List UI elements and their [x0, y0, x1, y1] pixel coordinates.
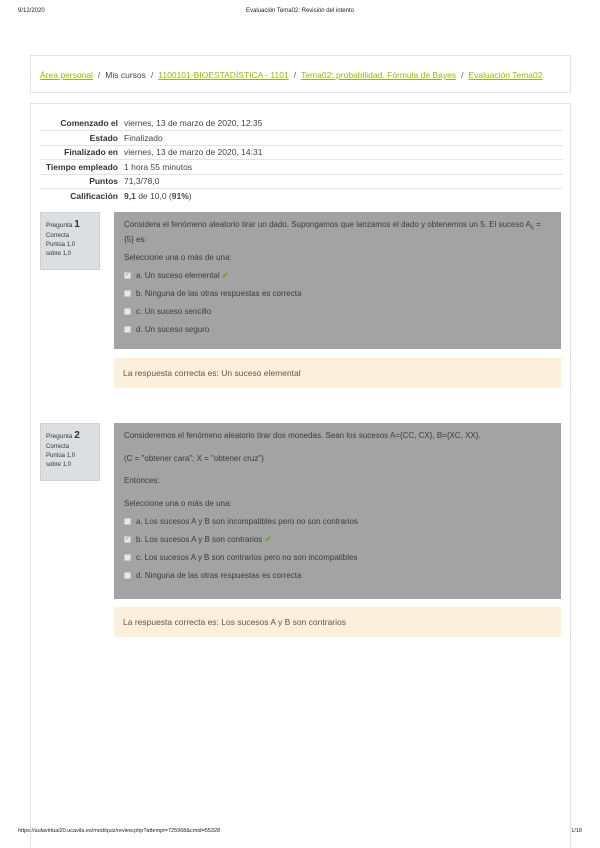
checkbox-icon[interactable]	[124, 518, 131, 525]
summary-row-finished	[40, 145, 563, 160]
question-text-sub: 5	[530, 225, 534, 232]
question-text: Consideremos el fenómeno aleatorio tirar dos monedas. Sean los sucesos A={CC, CX}, B={XC, XX}.	[124, 431, 481, 440]
summary-label: Finalizado en	[64, 147, 118, 158]
question-mark-line1: Puntúa 1,0	[46, 453, 76, 459]
breadcrumb-separator: /	[293, 70, 297, 80]
answer-label: d. Ninguna de las otras respuestas es correcta	[136, 570, 302, 580]
answer-option-b[interactable]	[124, 530, 551, 548]
question-2-info	[40, 423, 100, 481]
answer-option-b[interactable]	[124, 285, 551, 303]
summary-row-grade	[40, 189, 563, 204]
answer-label: c. Los sucesos A y B son contrarios pero no son incompatibles	[136, 552, 358, 562]
answer-label: c. Un suceso sencillo	[136, 306, 212, 316]
question-state: Correcta	[46, 233, 70, 239]
question-1-info	[40, 212, 100, 270]
quiz-review-region	[30, 103, 571, 848]
question-number	[46, 217, 94, 232]
answer-prompt: Seleccione una o más de una:	[124, 253, 232, 263]
answer-option-c[interactable]	[124, 548, 551, 566]
summary-value: viernes, 13 de marzo de 2020, 14:31	[124, 147, 263, 158]
grade-percent: 91%	[171, 191, 189, 201]
answer-label: b. Ninguna de las otras respuestas es correcta	[136, 288, 302, 298]
question-number-value: 1	[74, 219, 80, 230]
breadcrumb-quiz-link[interactable]: Evaluación Tema02	[468, 70, 543, 80]
question-state: Correcta	[46, 444, 70, 450]
summary-label: Tiempo empleado	[45, 161, 118, 172]
breadcrumb-separator: /	[97, 70, 101, 80]
question-mark-line2: sobre 1,0	[46, 462, 72, 468]
answer-option-d[interactable]	[124, 321, 551, 339]
checkbox-checked-icon[interactable]: ✓	[124, 272, 131, 279]
answer-option-a[interactable]	[124, 267, 551, 285]
summary-label: Calificación	[70, 191, 118, 201]
question-text-part: = {5} es:	[124, 220, 541, 244]
checkbox-icon[interactable]	[124, 326, 131, 333]
correct-tick-icon: ✔	[264, 533, 272, 544]
answer-label: d. Un suceso seguro	[136, 324, 210, 334]
breadcrumb-separator: /	[150, 70, 154, 80]
summary-row-points	[40, 174, 563, 189]
answer-option-c[interactable]	[124, 303, 551, 321]
question-1-feedback: La respuesta correcta es: Un suceso elemental	[114, 358, 561, 388]
summary-value: 1 hora 55 minutos	[124, 161, 193, 172]
summary-label: Puntos	[89, 176, 118, 187]
print-title: Evaluación Tema02: Revisión del intento	[246, 8, 354, 14]
breadcrumb	[30, 55, 571, 93]
breadcrumb-my-courses: Mis cursos	[105, 70, 146, 80]
grade-of: de 10,0 (	[138, 191, 172, 201]
print-footer	[18, 828, 582, 838]
summary-label: Estado	[89, 132, 118, 143]
print-page-number: 1/18	[571, 828, 582, 834]
summary-row-state	[40, 131, 563, 146]
checkbox-icon[interactable]	[124, 290, 131, 297]
print-header	[18, 8, 582, 20]
checkbox-icon[interactable]	[124, 554, 131, 561]
attempt-summary-table	[40, 116, 563, 203]
checkbox-checked-icon[interactable]: ✓	[124, 536, 131, 543]
question-number	[46, 428, 94, 443]
question-1-content	[114, 212, 561, 349]
checkbox-icon[interactable]	[124, 308, 131, 315]
question-mark-line2: sobre 1,0	[46, 251, 72, 257]
summary-value	[124, 189, 563, 204]
correct-tick-icon: ✔	[221, 270, 230, 281]
question-label: Pregunta	[46, 433, 73, 440]
breadcrumb-home-link[interactable]: Área personal	[40, 70, 93, 80]
summary-row-started	[40, 116, 563, 131]
question-text: Entonces:	[124, 476, 160, 486]
question-text	[124, 219, 551, 245]
answer-option-a[interactable]	[124, 512, 551, 530]
answer-label: a. Un suceso elemental	[136, 270, 220, 280]
breadcrumb-topic-link[interactable]: Tema02: probabilidad. Fórmula de Bayes	[301, 70, 457, 80]
question-text: (C = "obtener cara"; X = "obtener cruz")	[124, 453, 264, 463]
checkbox-icon[interactable]	[124, 572, 131, 579]
question-text-part: Considera el fenómeno aleatorio tirar un dado. Supongamos que lanzamos el dado y obtenemos un 5. El suceso A	[124, 220, 531, 229]
summary-value: 71,3/78,0	[124, 176, 160, 187]
question-number-value: 2	[74, 430, 80, 441]
answer-label: b. Los sucesos A y B son contrarios	[136, 534, 263, 544]
question-2-content	[114, 423, 561, 599]
summary-row-time	[40, 160, 563, 175]
answer-prompt: Seleccione una o más de una:	[124, 498, 232, 508]
question-label: Pregunta	[46, 222, 73, 229]
grade-close: )	[188, 191, 192, 201]
print-url: https://aulavirtual20.ucavila.es/mod/quiz/review.php?attempt=725968&cmid=55328	[18, 828, 221, 834]
question-2-feedback: La respuesta correcta es: Los sucesos A y B son contrarios	[114, 607, 561, 637]
summary-value: viernes, 13 de marzo de 2020, 12:35	[124, 118, 263, 128]
summary-value: Finalizado	[124, 132, 163, 143]
grade-score: 9,1	[124, 191, 136, 201]
answer-label: a. Los sucesos A y B son incompatibles pero no son contrarios	[136, 516, 358, 526]
breadcrumb-separator: /	[461, 70, 464, 80]
question-mark-line1: Puntúa 1,0	[46, 242, 76, 248]
breadcrumb-course-link[interactable]: 1100101-BIOESTADÍSTICA - 1101	[158, 70, 289, 80]
summary-label: Comenzado el	[60, 118, 118, 128]
answer-option-d[interactable]	[124, 566, 551, 584]
print-date: 9/12/2020	[18, 8, 45, 14]
